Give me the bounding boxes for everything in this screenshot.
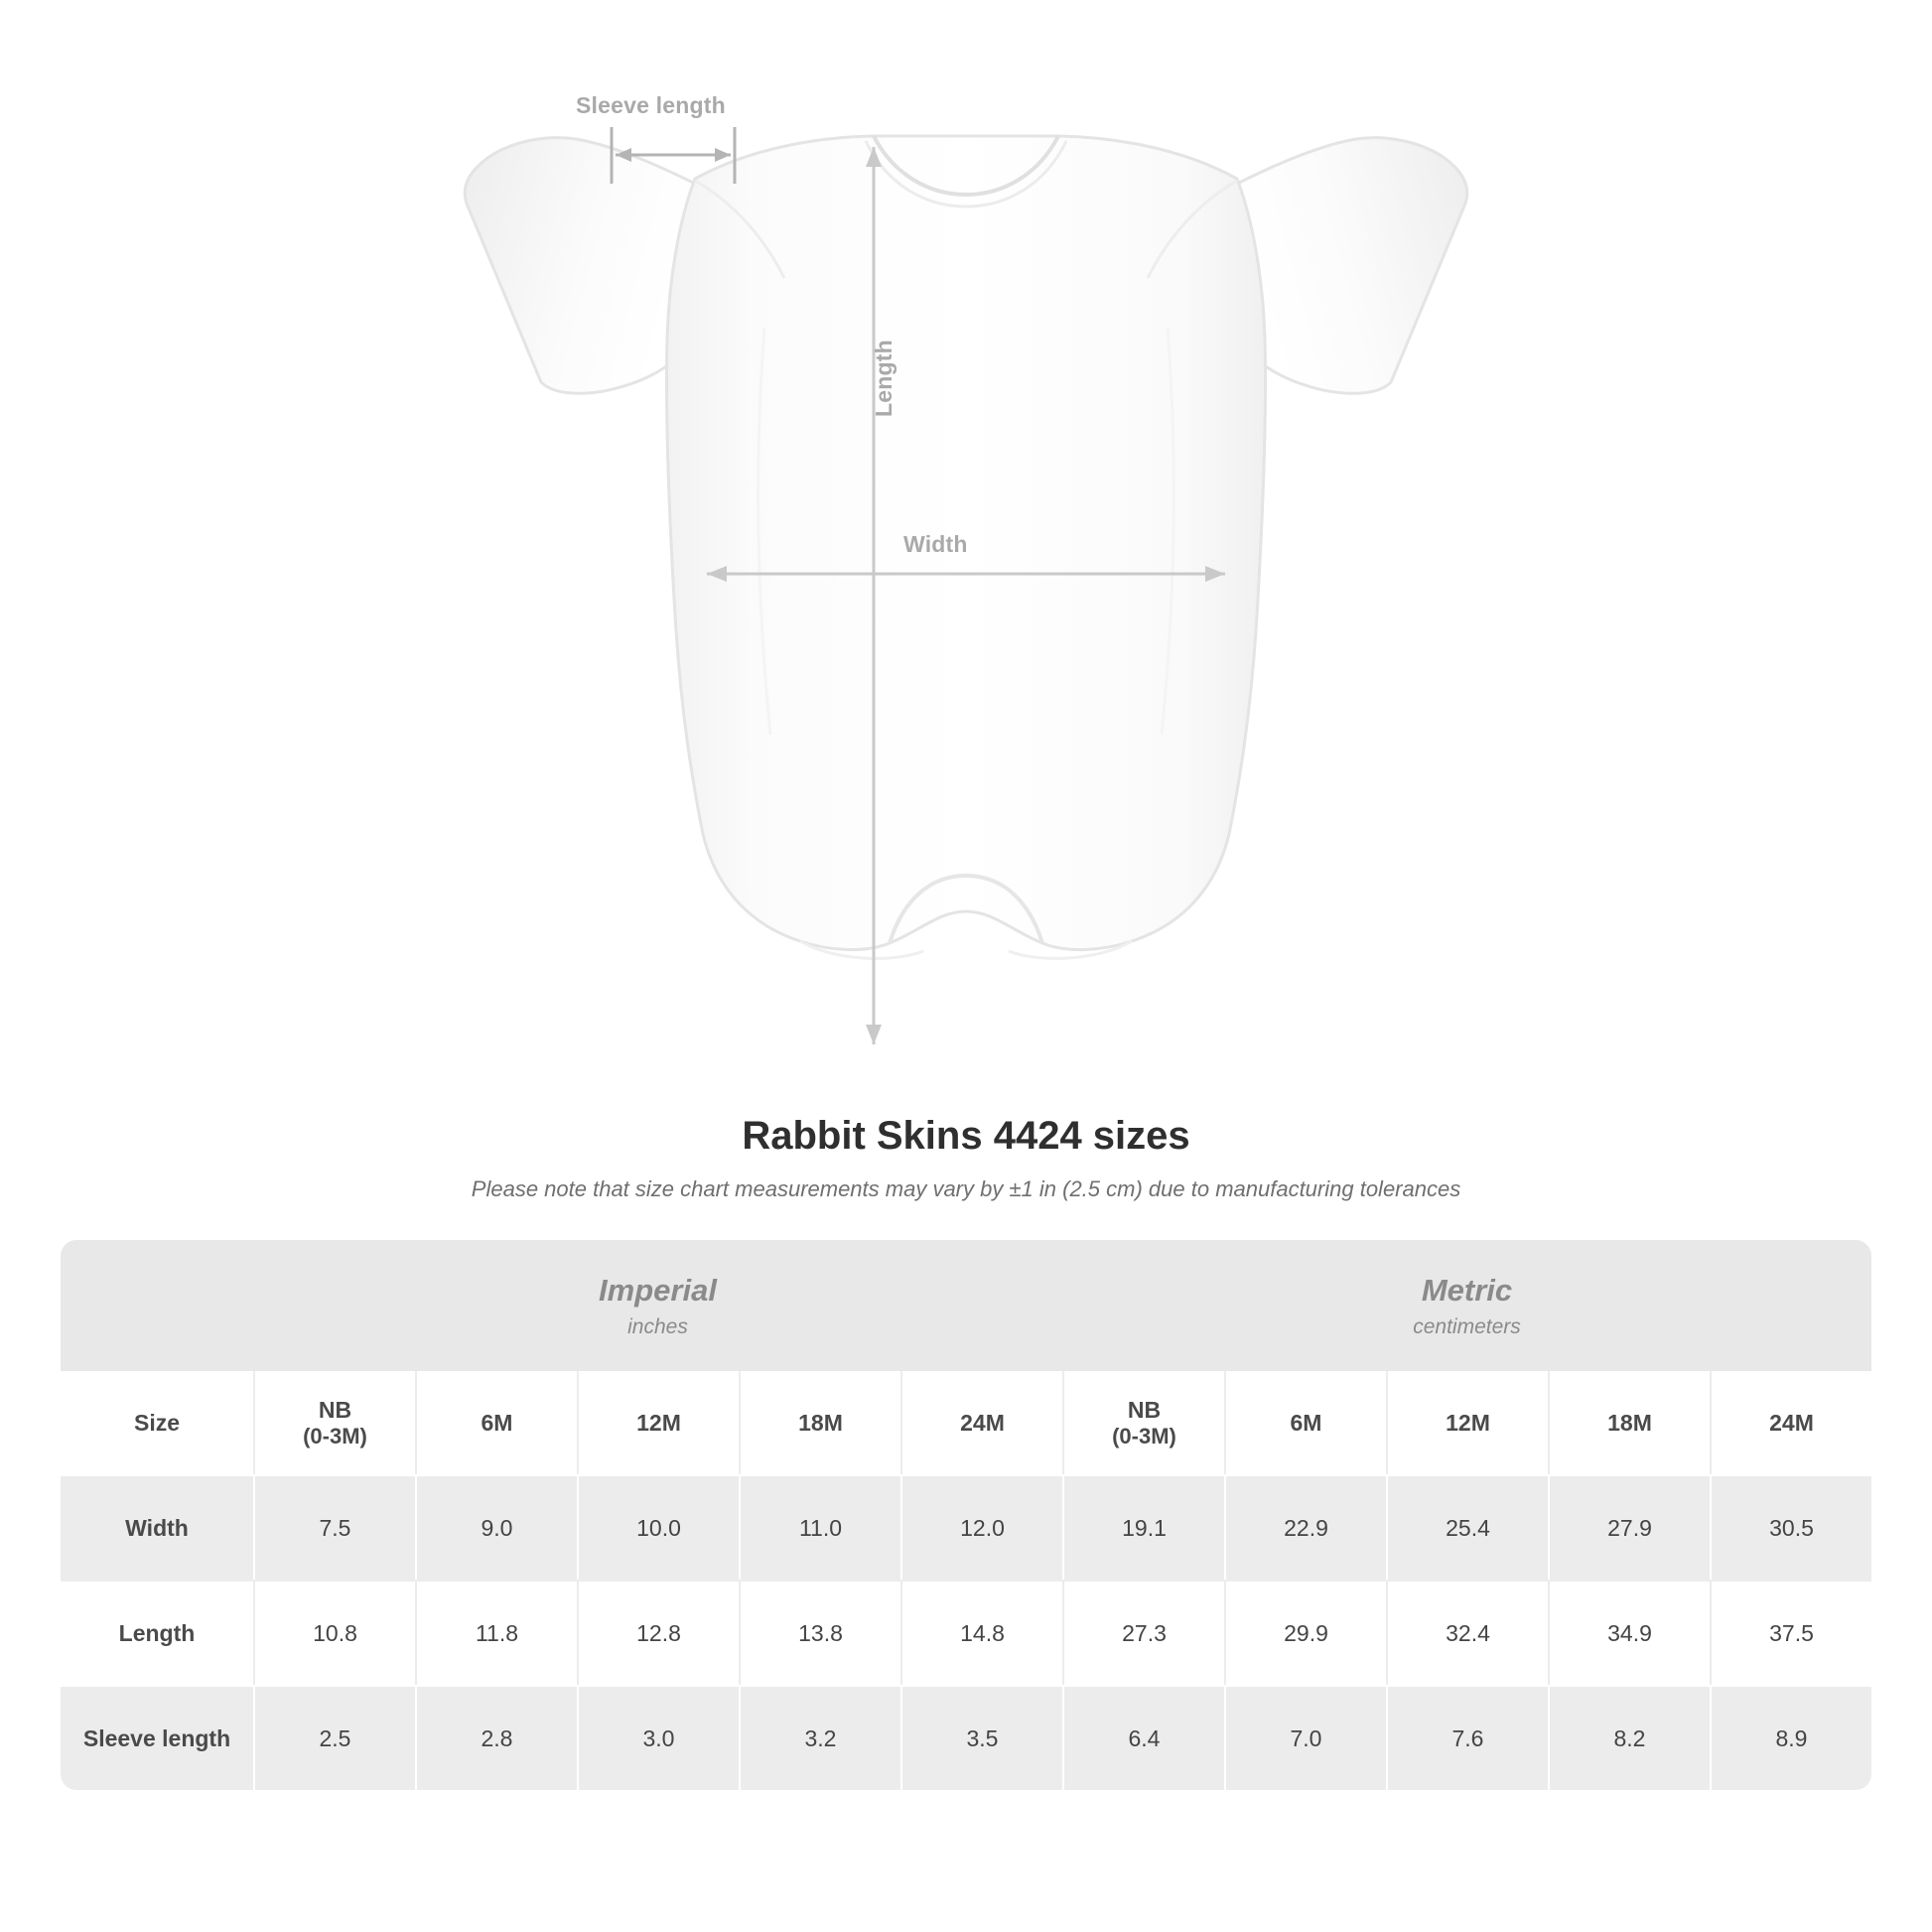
row-1-cell-1: 11.8 <box>415 1580 577 1685</box>
right-sleeve <box>1237 138 1467 394</box>
header-col-8-main: 18M <box>1607 1409 1652 1436</box>
unit-group-imperial-sub: inches <box>627 1314 688 1338</box>
header-col-7-main: 12M <box>1446 1409 1490 1436</box>
row-0-cell-5: 19.1 <box>1062 1474 1224 1580</box>
header-col-2-main: 12M <box>636 1409 681 1436</box>
header-col-3 <box>739 1371 900 1474</box>
header-col-9-main: 24M <box>1769 1409 1814 1436</box>
unit-group-imperial-name: Imperial <box>599 1273 717 1309</box>
unit-group-metric-sub: centimeters <box>1413 1314 1521 1338</box>
row-0-cell-6: 22.9 <box>1224 1474 1386 1580</box>
row-2-label: Sleeve length <box>61 1685 253 1790</box>
row-2-cell-6: 7.0 <box>1224 1685 1386 1790</box>
unit-group-imperial <box>253 1240 1062 1371</box>
row-2-cell-1: 2.8 <box>415 1685 577 1790</box>
sleeve-length-label: Sleeve length <box>576 92 726 118</box>
size-header-row <box>61 1371 1871 1474</box>
header-size-label: Size <box>61 1371 253 1474</box>
row-2-cell-0: 2.5 <box>253 1685 415 1790</box>
row-0-cell-1: 9.0 <box>415 1474 577 1580</box>
unit-group-metric <box>1062 1240 1871 1371</box>
size-chart-table-wrapper <box>61 1240 1871 1790</box>
page-title: Rabbit Skins 4424 sizes <box>742 1114 1190 1158</box>
table-row <box>61 1685 1871 1790</box>
row-1-cell-3: 13.8 <box>739 1580 900 1685</box>
header-col-3-main: 18M <box>798 1409 843 1436</box>
header-col-2 <box>577 1371 739 1474</box>
row-2-cell-4: 3.5 <box>900 1685 1062 1790</box>
header-col-6-main: 6M <box>1290 1409 1322 1436</box>
unit-group-metric-name: Metric <box>1421 1273 1513 1309</box>
table-row <box>61 1474 1871 1580</box>
header-col-6 <box>1224 1371 1386 1474</box>
row-0-label: Width <box>61 1474 253 1580</box>
row-0-cell-4: 12.0 <box>900 1474 1062 1580</box>
header-col-5-sub: (0-3M) <box>1112 1423 1176 1449</box>
unit-header-row <box>61 1240 1871 1371</box>
row-2-cell-8: 8.2 <box>1548 1685 1710 1790</box>
row-0-cell-3: 11.0 <box>739 1474 900 1580</box>
row-0-cell-7: 25.4 <box>1386 1474 1548 1580</box>
tolerance-note: Please note that size chart measurements may vary by ±1 in (2.5 cm) due to manufacturing tolerances <box>471 1176 1461 1201</box>
header-col-0 <box>253 1371 415 1474</box>
table-row <box>61 1580 1871 1685</box>
size-chart-table <box>61 1240 1871 1790</box>
header-col-9 <box>1710 1371 1871 1474</box>
row-0-cell-0: 7.5 <box>253 1474 415 1580</box>
chart-heading <box>0 1114 1932 1202</box>
row-2-cell-2: 3.0 <box>577 1685 739 1790</box>
row-1-cell-7: 32.4 <box>1386 1580 1548 1685</box>
row-1-cell-5: 27.3 <box>1062 1580 1224 1685</box>
row-1-cell-6: 29.9 <box>1224 1580 1386 1685</box>
header-col-5 <box>1062 1371 1224 1474</box>
header-col-4-main: 24M <box>960 1409 1005 1436</box>
header-col-4 <box>900 1371 1062 1474</box>
row-1-cell-8: 34.9 <box>1548 1580 1710 1685</box>
row-0-cell-8: 27.9 <box>1548 1474 1710 1580</box>
left-sleeve <box>465 138 695 394</box>
row-1-cell-4: 14.8 <box>900 1580 1062 1685</box>
header-col-5-main: NB <box>1127 1396 1162 1423</box>
row-2-cell-5: 6.4 <box>1062 1685 1224 1790</box>
row-2-cell-7: 7.6 <box>1386 1685 1548 1790</box>
row-2-cell-3: 3.2 <box>739 1685 900 1790</box>
header-col-0-main: NB <box>318 1396 352 1423</box>
row-0-cell-2: 10.0 <box>577 1474 739 1580</box>
header-col-7 <box>1386 1371 1548 1474</box>
header-col-1 <box>415 1371 577 1474</box>
row-0-cell-9: 30.5 <box>1710 1474 1871 1580</box>
length-label: Length <box>871 340 897 417</box>
width-label: Width <box>903 531 968 557</box>
header-col-1-main: 6M <box>481 1409 513 1436</box>
row-1-cell-0: 10.8 <box>253 1580 415 1685</box>
header-col-8 <box>1548 1371 1710 1474</box>
unit-corner-cell <box>61 1240 253 1371</box>
row-1-cell-9: 37.5 <box>1710 1580 1871 1685</box>
row-2-cell-9: 8.9 <box>1710 1685 1871 1790</box>
row-1-cell-2: 12.8 <box>577 1580 739 1685</box>
row-1-label: Length <box>61 1580 253 1685</box>
header-col-0-sub: (0-3M) <box>303 1423 367 1449</box>
